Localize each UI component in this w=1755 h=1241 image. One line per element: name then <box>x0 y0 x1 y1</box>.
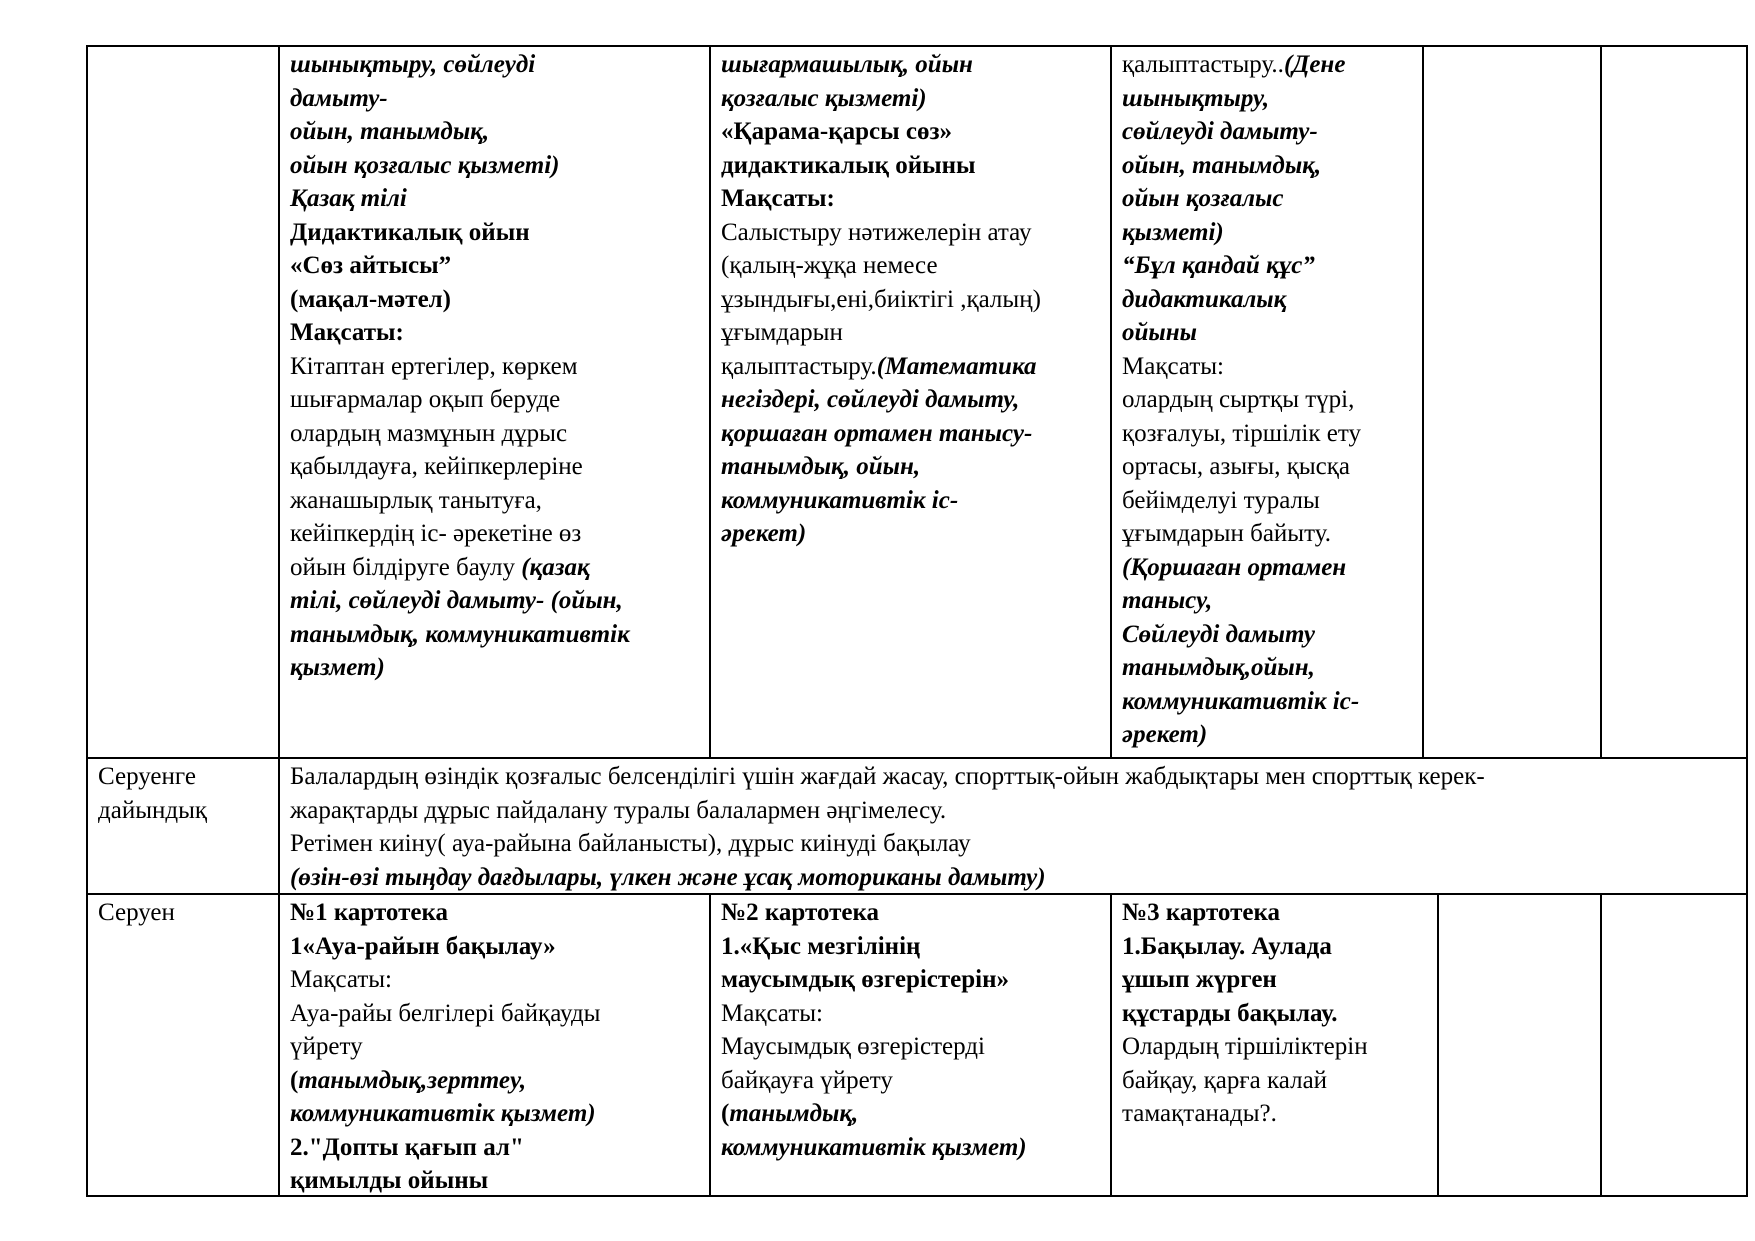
text-run: әрекет) <box>1122 721 1208 748</box>
text-line <box>721 149 1041 183</box>
text-run: (қазақ <box>521 553 590 581</box>
column-divider-5b <box>1600 893 1602 1197</box>
text-line <box>1122 249 1361 283</box>
text-line <box>1122 551 1361 585</box>
text-run: Сөйлеуді дамыту <box>1122 620 1315 648</box>
text-run: ұғымдарын <box>721 319 843 346</box>
table-top-border <box>86 45 1748 47</box>
text-run: «Қарама-қарсы сөз» <box>721 118 953 145</box>
text-line <box>721 1030 1027 1064</box>
text-line <box>290 115 630 149</box>
text-run: қозғалыс қызметі) <box>721 84 927 112</box>
text-run: шынықтыру, сөйлеуді <box>290 51 536 78</box>
text-line <box>290 283 630 317</box>
text-line <box>290 827 1485 861</box>
text-line <box>1122 997 1368 1031</box>
text-line <box>290 383 630 417</box>
text-run: Мақсаты: <box>721 999 823 1027</box>
text-run: әрекет) <box>721 520 807 547</box>
text-run: шынықтыру, <box>1122 84 1270 112</box>
text-line <box>290 760 1485 794</box>
text-run: Серуенге <box>98 763 196 790</box>
text-run: Мақсаты: <box>290 966 392 993</box>
text-run: олардың сыртқы түрі, <box>1122 386 1355 413</box>
text-run: танымдық,зерттеу, <box>298 1066 527 1094</box>
text-run: (мақал-мәтел) <box>290 285 452 313</box>
text-line <box>290 1030 600 1064</box>
text-line <box>1122 417 1361 451</box>
text-run: қоршаған ортамен танысу- <box>721 419 1033 447</box>
text-run: қалыптастыру. <box>721 352 877 380</box>
walk-preparation-label <box>98 760 207 827</box>
text-line <box>290 48 630 82</box>
text-run: Мақсаты: <box>1122 352 1224 380</box>
text-line <box>290 861 1485 895</box>
text-line <box>721 896 1027 930</box>
walk-preparation-content <box>290 760 1485 894</box>
text-run: (Қоршаған ортамен <box>1122 553 1347 581</box>
text-run: ойын қозғалыс қызметі) <box>290 151 560 179</box>
text-run: негіздері, сөйлеуді дамыту, <box>721 386 1020 413</box>
text-run: байқау, қарға калай <box>1122 1066 1328 1094</box>
text-run: (Математика <box>876 352 1037 380</box>
text-run: қызмет) <box>290 654 385 681</box>
text-line <box>98 760 207 794</box>
text-run: ойын, танымдық, <box>1122 151 1322 179</box>
text-run: коммуникативтік іс- <box>721 486 959 514</box>
text-run: коммуникативтік іс- <box>1122 687 1360 715</box>
text-line <box>290 450 630 484</box>
text-line <box>290 930 600 964</box>
text-run: танымдық, ойын, <box>721 453 921 480</box>
text-line <box>721 484 1041 518</box>
text-run: ұғымдарын байыту. <box>1122 520 1331 547</box>
text-line <box>1122 383 1361 417</box>
column-divider-2b <box>709 893 711 1197</box>
text-run: дамыту- <box>290 84 388 112</box>
text-run: Салыстыру нәтижелерін атау <box>721 218 1032 246</box>
text-run: №2 картотека <box>721 899 879 926</box>
text-line <box>1122 82 1361 116</box>
text-line <box>290 551 630 585</box>
text-line <box>721 182 1041 216</box>
text-run: танымдық,ойын, <box>1122 654 1315 681</box>
text-line <box>721 48 1041 82</box>
text-run: танымдық, коммуникативтік <box>290 620 630 648</box>
text-line <box>721 1064 1027 1098</box>
text-line <box>1122 350 1361 384</box>
text-line <box>290 1131 600 1165</box>
text-line <box>721 316 1041 350</box>
row1-activity-cell-3 <box>1122 48 1361 752</box>
text-run: Маусымдық өзгерістерді <box>721 1033 985 1060</box>
text-run: 2."Допты қағып ал" <box>290 1133 524 1161</box>
text-run: 1.Бақылау. Аулада <box>1122 932 1332 960</box>
column-divider-4b <box>1437 893 1439 1197</box>
text-run: Ауа-райы белгілері байқауды <box>290 999 601 1027</box>
text-run: дидактикалық <box>1122 285 1287 313</box>
text-line <box>721 450 1041 484</box>
text-line <box>1122 718 1361 752</box>
text-line <box>290 651 630 685</box>
text-line <box>721 1131 1027 1165</box>
text-run: (қалың-жұқа немесе <box>721 252 938 279</box>
text-line <box>1122 216 1361 250</box>
text-run: қабылдауға, кейіпкерлеріне <box>290 453 583 480</box>
text-run: Ретімен киіну( ауа-райына байланысты), дұрыс киінуді бақылау <box>290 830 971 857</box>
text-line <box>1122 584 1361 618</box>
text-run: шығармашылық, ойын <box>721 51 973 78</box>
text-run: Дидактикалық ойын <box>290 218 530 246</box>
text-line <box>290 82 630 116</box>
text-line <box>721 963 1027 997</box>
text-line <box>1122 896 1368 930</box>
text-line <box>721 82 1041 116</box>
text-run: қимылды ойыны <box>290 1167 489 1194</box>
text-line <box>1122 283 1361 317</box>
column-divider-3b <box>1110 893 1112 1197</box>
text-line <box>290 997 600 1031</box>
text-line <box>1122 685 1361 719</box>
text-line <box>1122 618 1361 652</box>
text-run: танымдық, <box>729 1100 859 1127</box>
text-run: тілі, сөйлеуді дамыту- (ойын, <box>290 587 623 614</box>
text-run: байқауға үйрету <box>721 1066 893 1094</box>
text-line <box>290 1097 600 1131</box>
text-run: “Бұл қандай құс” <box>1122 252 1315 279</box>
text-line <box>290 149 630 183</box>
text-line <box>1122 651 1361 685</box>
walk-label <box>98 896 175 930</box>
text-run: 1.«Қыс мезгілінің <box>721 932 921 960</box>
text-line <box>1122 182 1361 216</box>
text-run: құстарды бақылау. <box>1122 999 1338 1027</box>
text-line <box>98 794 207 828</box>
text-line <box>290 1064 600 1098</box>
text-line <box>721 997 1027 1031</box>
text-run: Мақсаты: <box>721 185 835 212</box>
text-line <box>1122 48 1361 82</box>
table-right-border <box>1746 45 1748 1197</box>
text-line <box>290 182 630 216</box>
text-run: дайындық <box>98 796 208 824</box>
text-run: қалыптастыру.. <box>1122 51 1284 78</box>
walk-card-3 <box>1122 896 1368 1131</box>
text-line <box>1122 963 1368 997</box>
text-line <box>290 517 630 551</box>
text-line <box>290 417 630 451</box>
text-run: жанашырлық танытуға, <box>290 486 542 514</box>
column-divider-4 <box>1422 45 1424 758</box>
text-run: Қазақ тілі <box>290 185 407 212</box>
text-line <box>290 249 630 283</box>
text-run: ойын білдіруге баулу <box>290 553 522 581</box>
text-line <box>721 216 1041 250</box>
text-run: жарақтарды дұрыс пайдалану туралы балалармен әңгімелесу. <box>290 796 947 824</box>
text-run: үйрету <box>290 1033 363 1060</box>
text-run: ойыны <box>1122 319 1197 346</box>
column-divider-3 <box>1110 45 1112 758</box>
text-run: қызметі) <box>1122 218 1224 246</box>
text-line <box>290 1164 600 1198</box>
text-run: танысу, <box>1122 587 1213 614</box>
text-line <box>1122 115 1361 149</box>
text-run: маусымдық өзгерістерін» <box>721 966 1010 993</box>
text-line <box>98 896 175 930</box>
text-line <box>1122 517 1361 551</box>
text-run: бейімделуі туралы <box>1122 486 1320 514</box>
text-line <box>721 1097 1027 1131</box>
column-divider-2 <box>709 45 711 758</box>
column-divider-1 <box>278 45 280 1197</box>
text-line <box>721 350 1041 384</box>
text-run: (Дене <box>1283 51 1346 78</box>
text-line <box>1122 1064 1368 1098</box>
text-line <box>1122 450 1361 484</box>
text-run: ( <box>290 1066 299 1094</box>
text-run: Балалардың өзіндік қозғалыс белсенділігі үшін жағдай жасау, спорттық-ойын жабдықтары мен спорттық керек- <box>290 763 1485 790</box>
text-line <box>290 896 600 930</box>
text-line <box>1122 1030 1368 1064</box>
text-line <box>1122 316 1361 350</box>
text-run: №1 картотека <box>290 899 448 926</box>
text-run: ойын, танымдық, <box>290 118 490 145</box>
text-line <box>290 618 630 652</box>
text-line <box>721 417 1041 451</box>
text-line <box>290 316 630 350</box>
text-line <box>721 930 1027 964</box>
text-line <box>721 283 1041 317</box>
text-run: коммуникативтік қызмет) <box>290 1100 596 1127</box>
text-line <box>721 249 1041 283</box>
text-run: шығармалар оқып беруде <box>290 386 561 413</box>
text-run: ойын қозғалыс <box>1122 185 1284 212</box>
text-line <box>290 484 630 518</box>
text-line <box>290 794 1485 828</box>
column-divider-5 <box>1600 45 1602 758</box>
text-line <box>1122 930 1368 964</box>
text-run: сөйлеуді дамыту- <box>1122 118 1318 145</box>
text-run: Олардың тіршіліктерін <box>1122 1033 1368 1060</box>
text-line <box>290 963 600 997</box>
text-line <box>290 584 630 618</box>
text-line <box>721 115 1041 149</box>
text-run: ұзындығы,ені,биіктігі ,қалың) <box>721 285 1041 313</box>
text-line <box>1122 149 1361 183</box>
table-left-border <box>86 45 88 1197</box>
text-run: Кітаптан ертегілер, көркем <box>290 352 578 380</box>
text-line <box>1122 1097 1368 1131</box>
text-run: олардың мазмұнын дұрыс <box>290 419 568 447</box>
text-run: қозғалуы, тіршілік ету <box>1122 419 1361 447</box>
text-run: дидактикалық ойыны <box>721 151 976 179</box>
text-run: (өзін-өзі тыңдау дағдылары, үлкен және ұсақ моториканы дамыту) <box>290 863 1046 891</box>
text-run: ( <box>721 1100 730 1127</box>
text-run: «Сөз айтысы” <box>290 252 452 279</box>
text-run: ұшып жүрген <box>1122 966 1277 993</box>
row1-activity-cell-2 <box>721 48 1041 551</box>
text-run: тамақтанады?. <box>1122 1100 1277 1127</box>
walk-card-1 <box>290 896 600 1198</box>
text-line <box>721 383 1041 417</box>
text-line <box>290 350 630 384</box>
text-run: коммуникативтік қызмет) <box>721 1133 1027 1161</box>
text-line <box>1122 484 1361 518</box>
text-line <box>290 216 630 250</box>
text-run: ортасы, азығы, қысқа <box>1122 453 1350 480</box>
text-line <box>721 517 1041 551</box>
row1-activity-cell-1 <box>290 48 630 685</box>
text-run: кейіпкердің іс- әрекетіне өз <box>290 520 582 547</box>
text-run: Мақсаты: <box>290 319 404 346</box>
text-run: Серуен <box>98 899 175 926</box>
text-run: 1«Ауа-райын бақылау» <box>290 932 556 960</box>
text-run: №3 картотека <box>1122 899 1280 926</box>
walk-card-2 <box>721 896 1027 1164</box>
row-divider-1 <box>86 757 1748 759</box>
